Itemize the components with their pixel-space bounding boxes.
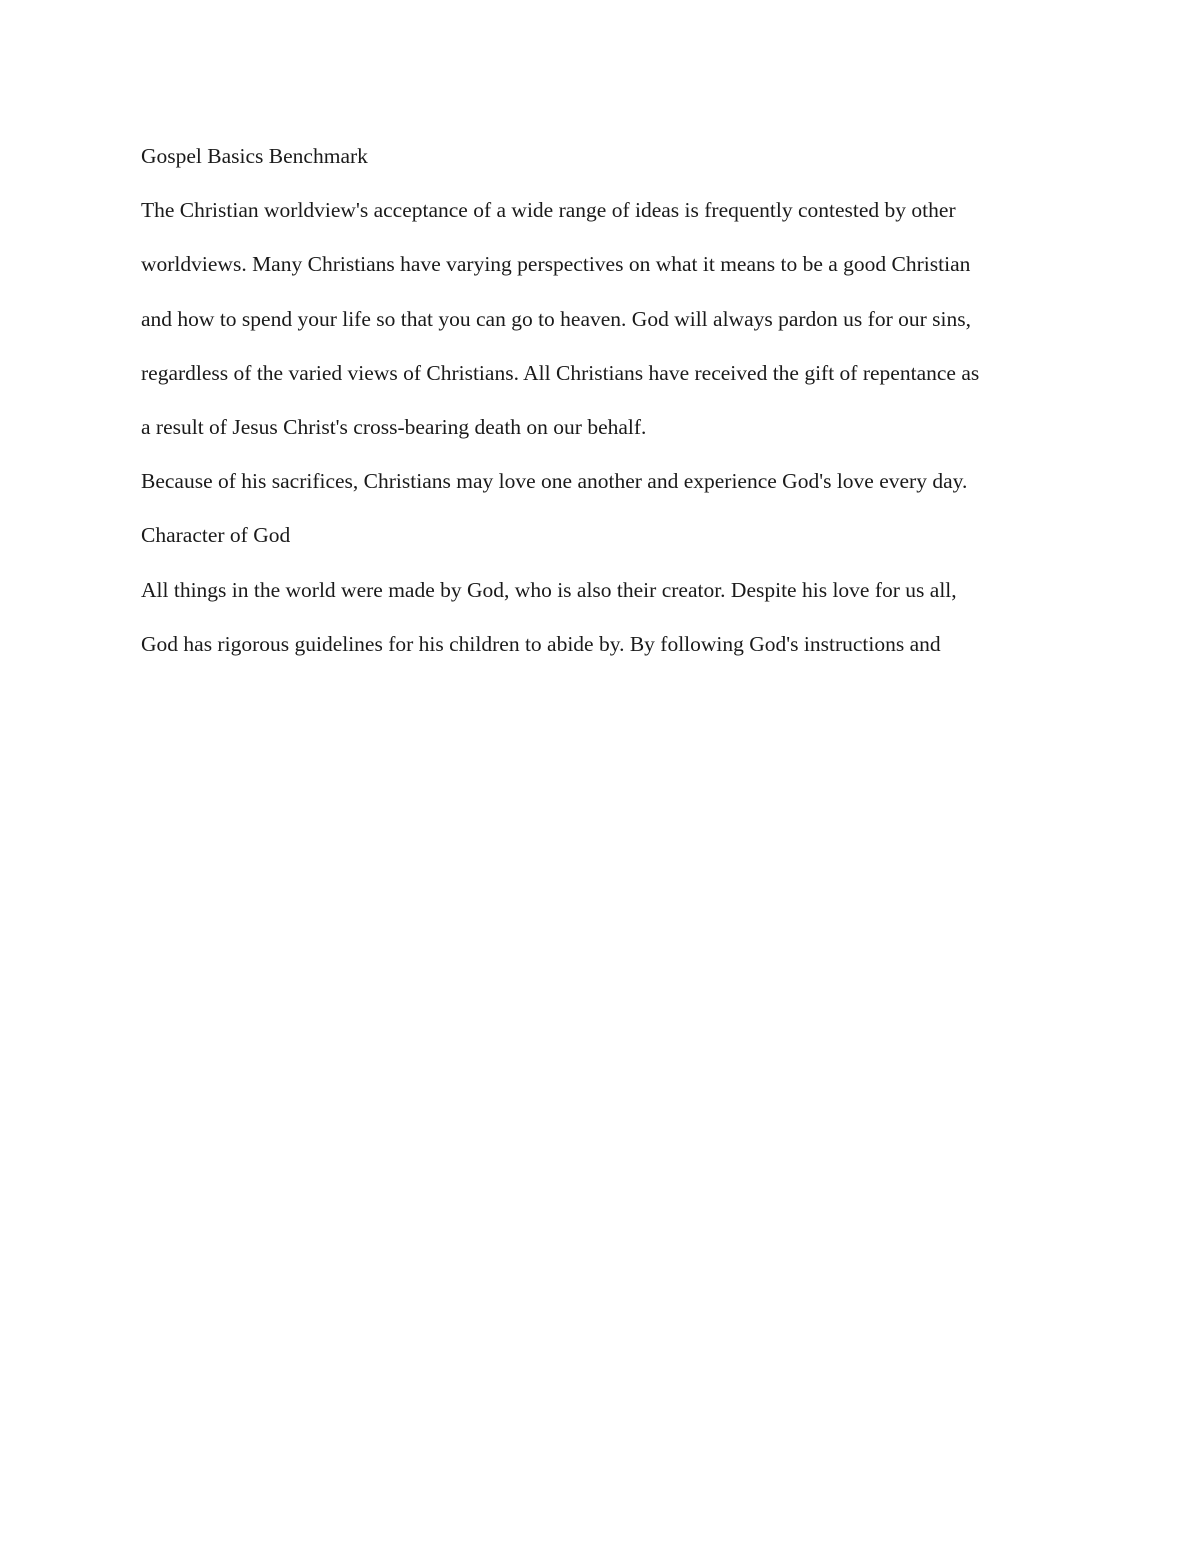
- section-heading: Character of God: [141, 523, 291, 548]
- intro-line-5: a result of Jesus Christ's cross-bearing death on our behalf.: [141, 414, 647, 439]
- document-body: [141, 138, 1081, 680]
- intro-line-3: and how to spend your life so that you can go to heaven. God will always pardon us for our sins,: [141, 306, 971, 331]
- section-line-2: God has rigorous guidelines for his children to abide by. By following God's instructions and: [141, 631, 941, 656]
- sacrifice-line: Because of his sacrifices, Christians may love one another and experience God's love every day.: [141, 469, 968, 494]
- intro-line-1: The Christian worldview's acceptance of a wide range of ideas is frequently contested by other: [141, 198, 956, 223]
- intro-line-4: regardless of the varied views of Christians. All Christians have received the gift of repentance as: [141, 360, 980, 385]
- intro-line-2: worldviews. Many Christians have varying perspectives on what it means to be a good Christian: [141, 252, 971, 277]
- document-title: Gospel Basics Benchmark: [141, 144, 368, 168]
- section-line-1: All things in the world were made by God, who is also their creator. Despite his love for us all,: [141, 577, 957, 602]
